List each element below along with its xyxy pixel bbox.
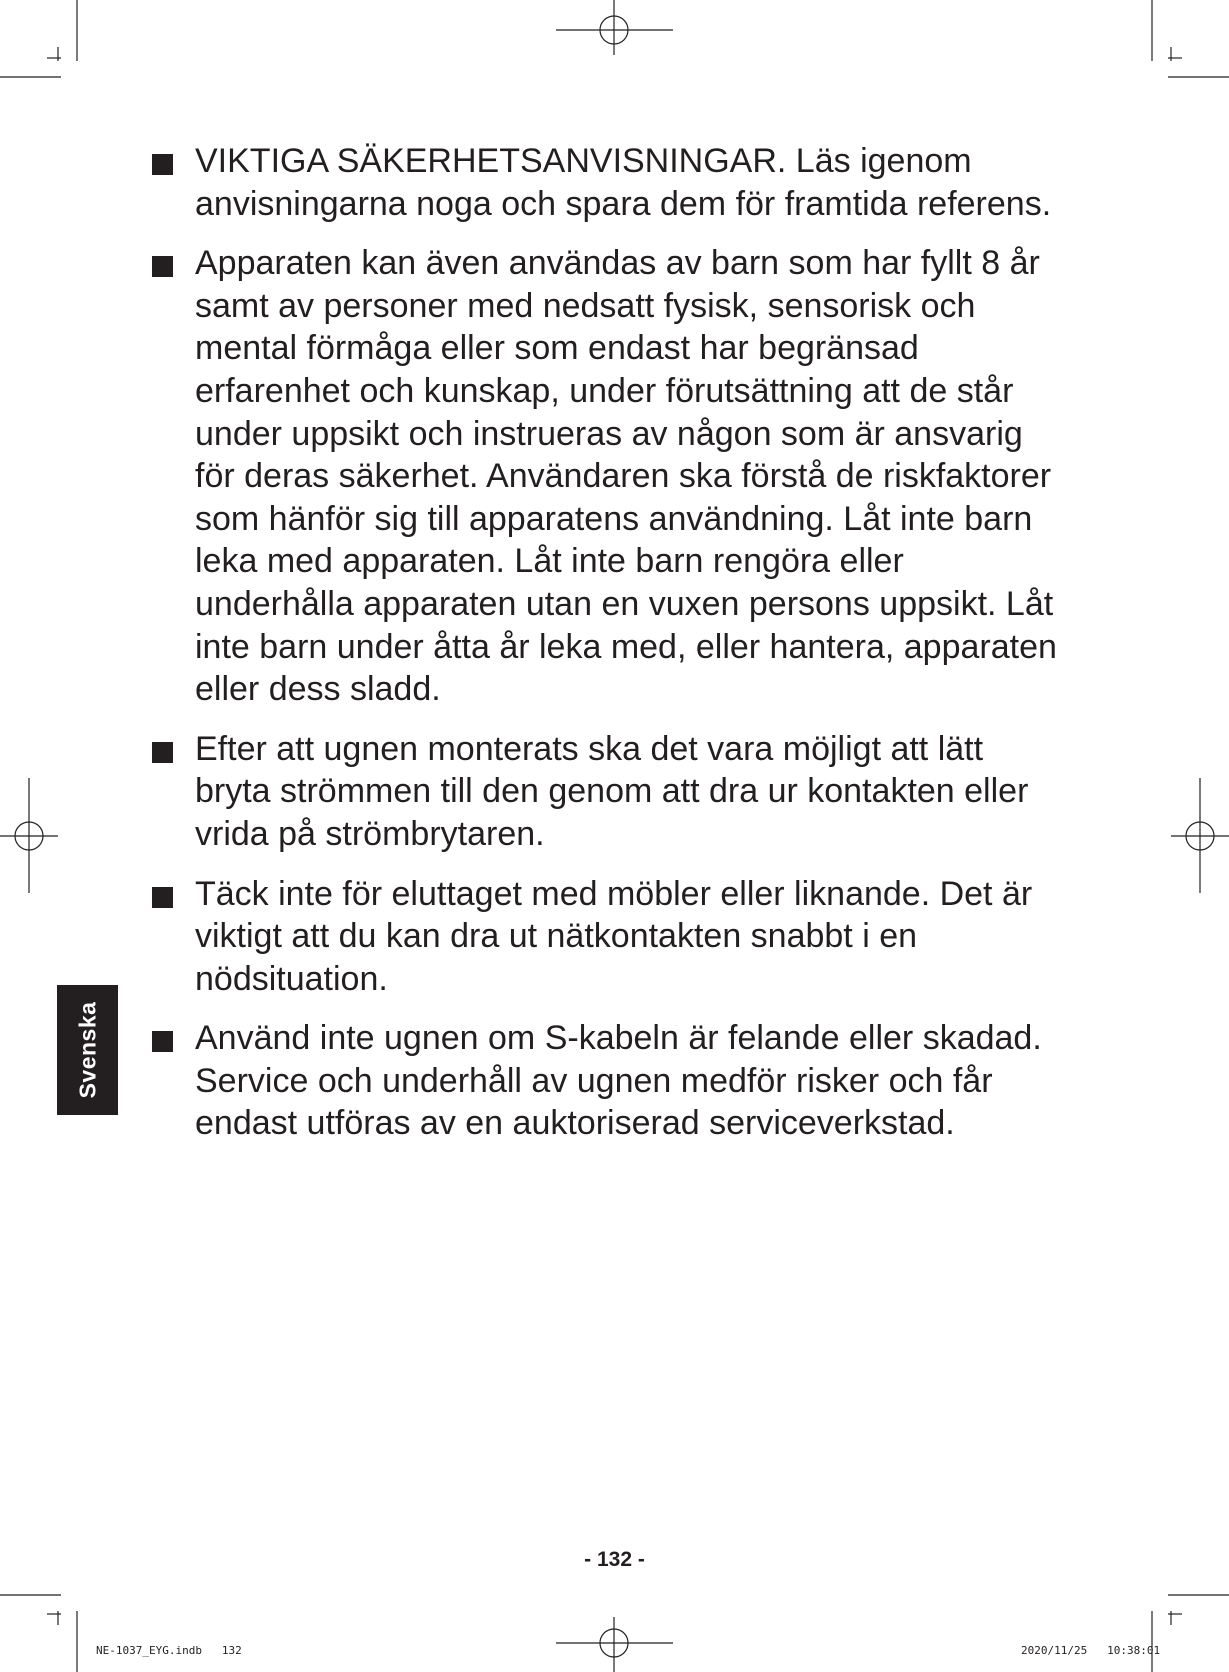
bullet-text: Efter att ugnen monterats ska det vara möjligt att lätt bryta strömmen till den genom att dra ur kontakten eller vrida på strömbrytaren.: [195, 729, 1029, 853]
page-number: - 132 -: [584, 1548, 645, 1571]
bullet-text: Täck inte för eluttaget med möbler eller liknande. Det är viktigt att du kan dra ut nätkontakten snabbt i en nödsituation.: [195, 874, 1033, 998]
language-tab: [57, 985, 118, 1115]
bullet-item-children-use: [152, 242, 1112, 711]
safety-instructions-list: [152, 140, 1112, 1162]
square-bullet-icon: [152, 242, 195, 277]
language-tab-label: Svenska: [74, 1001, 100, 1099]
bullet-text: VIKTIGA SÄKERHETSANVISNINGAR. Läs igenom anvisningarna noga och spara dem för framtida referens.: [195, 142, 1052, 223]
bullet-item-damaged-cable: [152, 1017, 1112, 1145]
slug-datetime: 2020/11/25 10:38:01: [1021, 1644, 1161, 1657]
bullet-item-important: [152, 140, 1112, 225]
square-bullet-icon: [152, 140, 195, 175]
slug-file-info: NE-1037_EYG.indb 132: [96, 1644, 242, 1657]
square-bullet-icon: [152, 873, 195, 908]
bullet-text: Apparaten kan även användas av barn som har fyllt 8 år samt av personer med nedsatt fysisk, sensorisk och mental förmåga eller som endast har begränsad erfarenhet och kunskap, under förutsättning att de står under uppsikt och instrueras av någon som är ansvarig för deras säkerhet. Användaren ska förstå de riskfaktorer som hänför sig till apparatens användning. Låt inte barn leka med apparaten. Låt inte barn rengöra eller underhålla apparaten utan en vuxen persons uppsikt. Låt inte barn under åtta år leka med, eller hantera, apparaten eller dess sladd.: [195, 244, 1057, 709]
square-bullet-icon: [152, 728, 195, 763]
bullet-item-power-disconnect: [152, 728, 1112, 856]
bullet-text: Använd inte ugnen om S-kabeln är felande eller skadad. Service och underhåll av ugnen medför risker och får endast utföras av en auktoriserad serviceverkstad.: [195, 1019, 1042, 1143]
square-bullet-icon: [152, 1017, 195, 1052]
bullet-item-socket: [152, 873, 1112, 1001]
